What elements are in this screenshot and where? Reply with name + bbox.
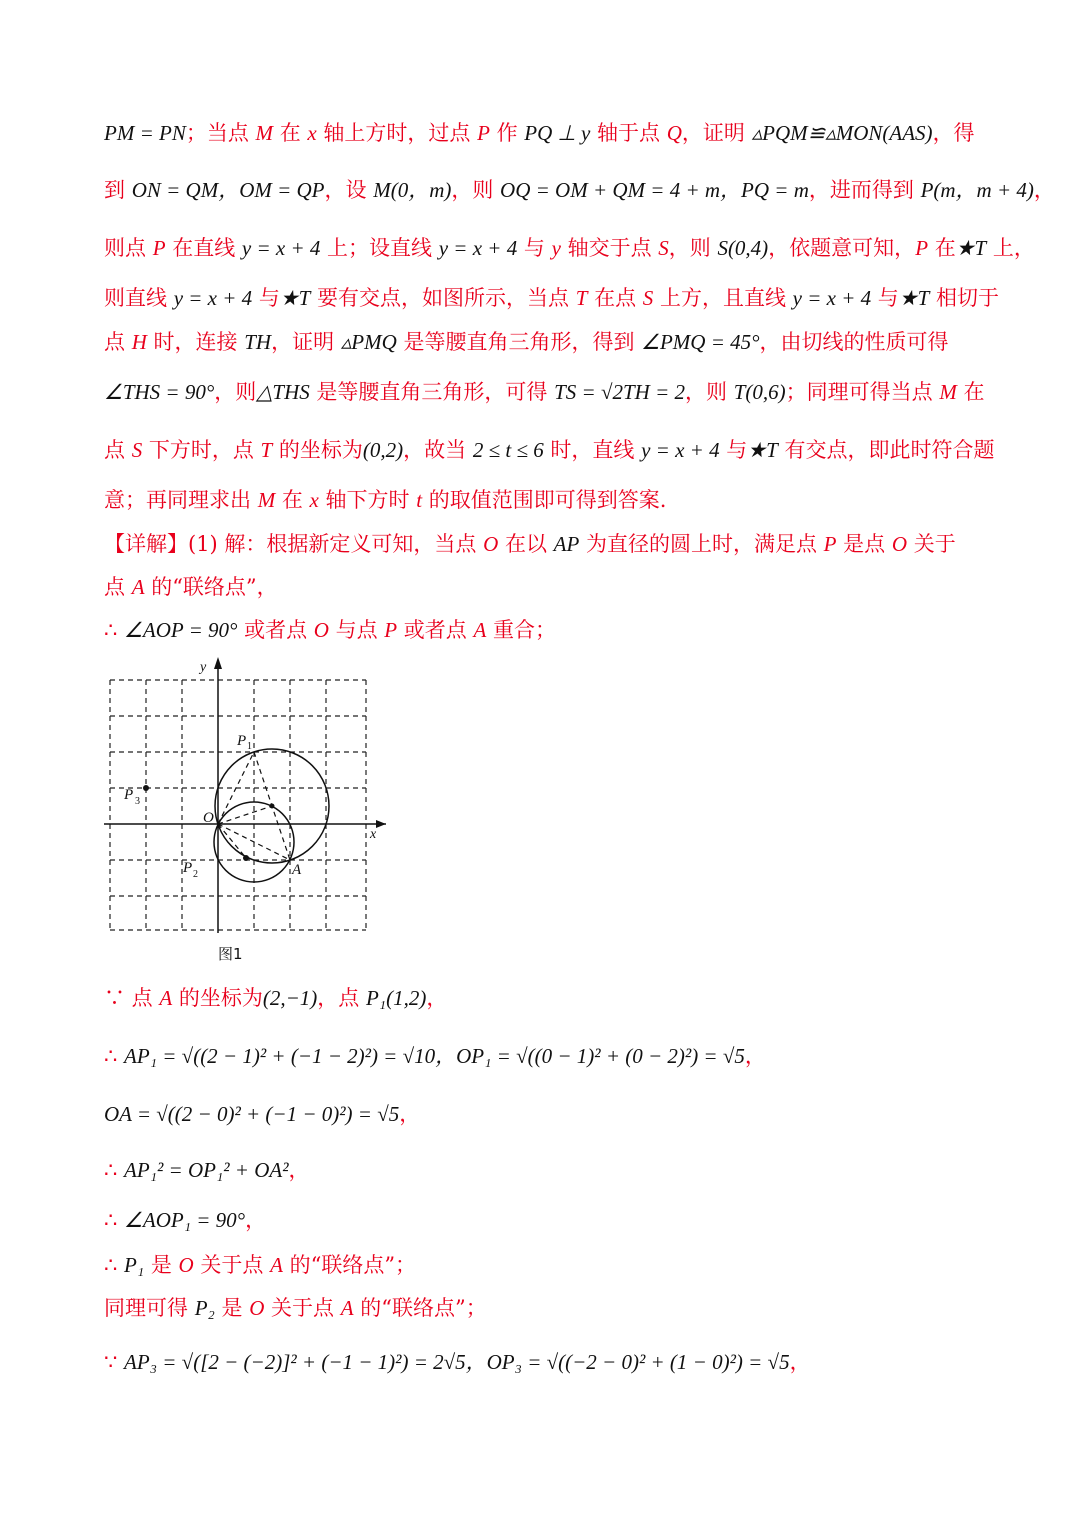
- text-line-17: [104, 1250, 984, 1280]
- text-run: 则点: [104, 236, 153, 260]
- text-run: ∵: [104, 1350, 125, 1374]
- text-run: 关于: [907, 532, 956, 556]
- text-line-13: [104, 1041, 984, 1071]
- text-run: P: [915, 236, 929, 260]
- text-run: ，由切线的性质可得: [759, 330, 949, 354]
- math-expression: P₁: [124, 1253, 145, 1277]
- text-run: ，则: [685, 380, 734, 404]
- text-run: 的“联络点”；: [353, 1296, 487, 1320]
- point-p3: [143, 785, 149, 791]
- text-run: 轴于点: [590, 121, 667, 145]
- text-run: ，则: [451, 178, 501, 202]
- text-run: 与: [252, 286, 280, 310]
- text-run: ；同理可得当点: [785, 380, 940, 404]
- math-expression: ★T: [747, 438, 778, 462]
- text-run: 上；设直线: [320, 236, 439, 260]
- text-run: 则直线: [104, 286, 174, 310]
- text-run: x: [309, 488, 319, 512]
- text-run: M: [257, 488, 276, 512]
- math-expression: P₂: [194, 1296, 215, 1320]
- text-run: P: [823, 532, 837, 556]
- text-run: 轴上方时，过点: [316, 121, 478, 145]
- text-run: ，: [426, 986, 448, 1010]
- text-run: ∴: [104, 1208, 125, 1232]
- text-run: 点: [104, 575, 132, 599]
- text-run: 到: [104, 178, 132, 202]
- text-run: 与: [719, 438, 748, 462]
- text-line-1: [104, 118, 984, 148]
- text-run: O: [483, 532, 499, 556]
- text-run: 在以: [498, 532, 554, 556]
- text-run: 时，连接: [146, 330, 245, 354]
- text-line-15: [104, 1155, 984, 1185]
- text-run: ；当点: [185, 121, 256, 145]
- text-run: S: [658, 236, 669, 260]
- text-line-19: [104, 1347, 984, 1377]
- text-run: 为直径的圆上时，满足点: [579, 532, 824, 556]
- text-run: 意；再同理求出: [104, 488, 258, 512]
- text-run: 重合；: [486, 618, 556, 642]
- text-line-11: [104, 615, 984, 645]
- text-run: A: [131, 575, 145, 599]
- text-run: 要有交点，如图所示，当点: [310, 286, 576, 310]
- math-expression: TH: [244, 330, 272, 354]
- math-expression: y = x + 4: [792, 286, 872, 310]
- text-run: T: [575, 286, 588, 310]
- text-run: A: [270, 1253, 283, 1277]
- math-expression: AP: [553, 532, 580, 556]
- text-run: ，证明: [271, 330, 341, 354]
- text-run: y: [551, 236, 561, 260]
- text-run: 在直线: [165, 236, 242, 260]
- text-run: 时，直线: [543, 438, 642, 462]
- figure-1: [104, 655, 404, 944]
- text-run: ，点: [317, 986, 366, 1010]
- text-run: S: [131, 438, 143, 462]
- label-p2-sub: 2: [193, 869, 198, 880]
- text-run: O: [891, 532, 908, 556]
- text-run: A: [473, 618, 487, 642]
- text-run: A: [340, 1296, 354, 1320]
- math-expression: ∠THS = 90°: [104, 380, 215, 404]
- label-p3-sub: 3: [135, 796, 140, 807]
- text-run: 在点: [587, 286, 643, 310]
- text-run: 有交点，即此时符合题: [777, 438, 995, 462]
- label-a: A: [292, 862, 302, 878]
- text-run: 同理可得: [104, 1296, 195, 1320]
- text-run: 在: [273, 121, 308, 145]
- text-run: 上方，且直线: [653, 286, 793, 310]
- math-expression: PQ ⊥ y: [524, 121, 591, 145]
- text-run: P: [477, 121, 490, 145]
- text-run: 的坐标为: [272, 438, 363, 462]
- math-expression: y = x + 4: [173, 286, 253, 310]
- text-run: 是点: [836, 532, 892, 556]
- text-line-8: [104, 485, 984, 515]
- math-expression: ∠AOP₁ = 90°: [124, 1208, 246, 1232]
- text-run: ，设: [324, 178, 374, 202]
- text-run: ，: [744, 1044, 766, 1068]
- text-run: ∵ 点: [104, 986, 160, 1010]
- text-run: ，证明: [681, 121, 752, 145]
- text-run: H: [131, 330, 147, 354]
- text-run: ，得: [932, 121, 975, 145]
- math-expression: M(0，m): [373, 178, 452, 202]
- text-run: 是: [144, 1253, 179, 1277]
- math-expression: P(m，m + 4): [920, 178, 1034, 202]
- math-expression: OA = √((2 − 0)² + (−1 − 0)²) = √5: [104, 1102, 400, 1126]
- text-line-12: [104, 983, 984, 1013]
- text-run: ，则: [668, 236, 718, 260]
- text-run: 是等腰直角三角形，可得: [309, 380, 555, 404]
- label-p2: P: [183, 860, 193, 876]
- text-run: ，: [789, 1350, 811, 1374]
- text-line-3: [104, 233, 1035, 263]
- text-run: ∴: [104, 1253, 125, 1277]
- text-line-10: [104, 572, 984, 602]
- math-expression: AP₁² = OP₁² + OA²: [124, 1158, 289, 1182]
- math-expression: TS = √2TH = 2: [554, 380, 686, 404]
- math-expression: (0,2): [362, 438, 404, 462]
- text-run: 关于点: [193, 1253, 271, 1277]
- math-expression: ▵PMQ: [340, 330, 397, 354]
- math-expression: (2,−1): [262, 986, 318, 1010]
- text-run: P: [152, 236, 166, 260]
- text-line-5: [104, 327, 984, 357]
- math-expression: 2 ≤ t ≤ 6: [472, 438, 544, 462]
- text-run: O: [313, 618, 329, 642]
- text-run: O: [178, 1253, 194, 1277]
- text-run: ，进而得到: [808, 178, 921, 202]
- math-expression: y = x + 4: [641, 438, 720, 462]
- math-expression: y = x + 4: [438, 236, 518, 260]
- math-expression: ★T: [898, 286, 930, 310]
- math-expression: T(0,6): [733, 380, 786, 404]
- text-run: A: [159, 986, 173, 1010]
- text-line-18: [104, 1293, 984, 1323]
- text-run: 的“联络点”；: [282, 1253, 417, 1277]
- math-expression: OQ = OM + QM = 4 + m，PQ = m: [500, 178, 809, 202]
- math-expression: P₁(1,2): [365, 986, 427, 1010]
- text-run: S: [642, 286, 654, 310]
- text-run: 与点: [328, 618, 385, 642]
- text-run: O: [249, 1296, 265, 1320]
- text-run: 轴下方时: [318, 488, 417, 512]
- text-run: 的取值范围即可得到答案.: [422, 488, 667, 512]
- text-run: t: [416, 488, 423, 512]
- center-1: [270, 804, 275, 809]
- text-run: 轴交于点: [560, 236, 659, 260]
- text-run: ，: [399, 1102, 421, 1126]
- text-run: 的坐标为: [172, 986, 263, 1010]
- text-run: 点: [104, 438, 132, 462]
- text-run: ，: [288, 1158, 310, 1182]
- text-run: P: [384, 618, 398, 642]
- label-y: y: [200, 660, 207, 675]
- label-p1: P: [237, 733, 247, 749]
- text-line-7: [104, 435, 995, 465]
- x-axis-arrow: [376, 820, 386, 828]
- math-expression: AP₃ = √([2 − (−2)]² + (−1 − 1)²) = 2√5，OP₃ = √((−2 − 0)² + (1 − 0)²) = √5: [124, 1350, 790, 1374]
- text-run: x: [307, 121, 317, 145]
- text-run: 【详解】(1) 解：根据新定义可知，当点: [104, 532, 484, 556]
- text-line-4: [104, 283, 1000, 313]
- text-run: ，: [245, 1208, 267, 1232]
- text-run: 或者点: [397, 618, 474, 642]
- text-run: 在: [956, 380, 985, 404]
- text-run: 或者点: [237, 618, 314, 642]
- text-run: 与: [517, 236, 552, 260]
- math-expression: ▵PQM≌▵MON(AAS): [751, 121, 933, 145]
- label-o: O: [203, 810, 214, 826]
- y-axis-arrow: [214, 657, 222, 669]
- text-run: ，: [1033, 178, 1055, 202]
- text-run: 的“联络点”，: [144, 575, 278, 599]
- text-run: Q: [666, 121, 682, 145]
- label-x: x: [370, 827, 377, 842]
- text-run: 在: [928, 236, 956, 260]
- center-2: [243, 855, 249, 861]
- text-line-6: [104, 377, 984, 407]
- text-run: 下方时，点: [142, 438, 261, 462]
- math-expression: AP₁ = √((2 − 1)² + (−1 − 2)²) = √10，OP₁ = √((0 − 1)² + (0 − 2)²) = √5: [124, 1044, 745, 1068]
- text-run: T: [260, 438, 273, 462]
- text-run: 是: [214, 1296, 250, 1320]
- text-run: ，则: [214, 380, 257, 404]
- text-run: ∴: [104, 1044, 125, 1068]
- math-expression: ★T: [955, 236, 987, 260]
- math-expression: ∠AOP = 90°: [124, 618, 238, 642]
- text-run: 在: [275, 488, 310, 512]
- label-p3: P: [124, 787, 134, 803]
- math-expression: △THS: [256, 380, 310, 404]
- text-run: ，故当: [403, 438, 473, 462]
- text-run: 是等腰直角三角形，得到: [396, 330, 642, 354]
- text-line-2: [104, 175, 1055, 205]
- text-run: 与: [871, 286, 899, 310]
- math-expression: ★T: [279, 286, 311, 310]
- text-line-9: [104, 529, 984, 559]
- math-expression: ON = QM，OM = QP: [131, 178, 325, 202]
- text-line-16: [104, 1205, 984, 1235]
- text-run: 关于点: [264, 1296, 341, 1320]
- text-run: 点: [104, 330, 132, 354]
- text-run: M: [255, 121, 274, 145]
- text-run: ∴: [104, 1158, 125, 1182]
- math-expression: PM = PN: [104, 121, 186, 145]
- text-run: 相切于: [929, 286, 1000, 310]
- math-expression: ∠PMQ = 45°: [641, 330, 760, 354]
- text-run: ，依题意可知，: [768, 236, 916, 260]
- text-run: ∴: [104, 618, 125, 642]
- text-run: 上，: [986, 236, 1035, 260]
- math-expression: S(0,4): [717, 236, 769, 260]
- math-expression: y = x + 4: [241, 236, 321, 260]
- text-run: M: [939, 380, 957, 404]
- figure-caption: 图1: [218, 945, 243, 963]
- text-run: 作: [489, 121, 525, 145]
- coordinate-grid-diagram: [104, 655, 404, 940]
- text-line-14: [104, 1099, 984, 1129]
- label-p1-sub: 1: [247, 741, 252, 752]
